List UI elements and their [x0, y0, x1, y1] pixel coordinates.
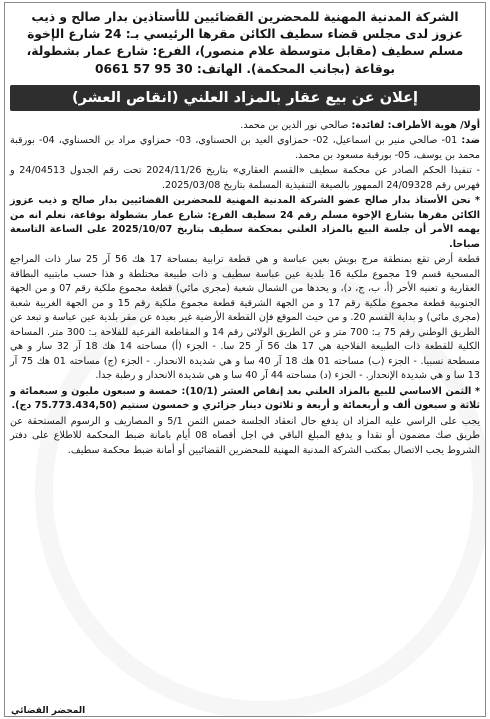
auction-notice-paragraph: * نحن الأستاذ بدار صالح عضو الشركة المدنية المهنية للمحضرين القضائيين بدار صالح و ذيب عزوز الكائن مقرها بشارع الإخوة مسلم رقم 24 سطيف الفرع: شارع عمار بشطولة بوقاعة، نعلم انه من يهمه الأمر أن جلسة البيع بالمزاد العلني بمحكمة سطيف بتاريخ 2025/10/07 على الساعة التاسعة صباحا.	[10, 195, 480, 250]
conditions-paragraph: يجب على الراسي عليه المزاد ان يدفع حال انعقاد الجلسة خمس الثمن 5/1 و المصاريف و الرسوم المستحقة عن طريق صك مضمون أو نقدا و يدفع المبلغ الباقي في اجل أقصاه 08 أيام بامانة ضبط المحكمة للاطلاع على دفتر الشروط يجب الاتصال بمكتب الشركة المدنية المهنية للمحضرين القضائيين أو أمانة ضبط محكمة سطيف.	[10, 415, 481, 456]
property-description-paragraph: قطعة أرض تقع بمنطقة مرج بويش بعين عباسة و هي قطعة ترابية بمساحة 17 هك 56 آر 25 سار ذات المراجع المسحية قسم 19 مجموع ملكية 16 بلدية عين عباسة سطيف و ذات طبيعة مختلطة و هذا حسب مابتبيه البطاقة العقارية و تعنيه الأحر (أ، ب، ج، د)، و يحدها من الشمال شعبة (مجرى مائي) قطعة مجموع ملكية رقم 07 و من الجهة الجنوبية قطعة مجموع ملكية رقم 17 و من الجهة الشرقية قطعة مجموع ملكية رقم 15 و من الجهة الغربية شعبة (مجرى مائي) و بداية القسم 20. و من حيث الموقع فإن القطعة الأرضية غير بعيدة عن مقر بلدية عين عباسة و تبعد عن الطريق الوطني رقم 75 بـ: 700 متر و عن الطريق الولائي رقم 14 و المقاطعة الفرعية للفلاحة بـ: 300 متر. المساحة الكلية للقطعة ذات الطبيعة الفلاحية هي 17 هك 56 آر 25 سا. - الجزء (أ) مساحته 14 هك 18 آر 32 سار و هي مسطحة نسبيا. - الجزء (ب) مساحته 01 هك 18 آر 40 سا و هي شديدة الانحدار. - الجزء (ج) مساحته 01 هك 75 آر 13 سا و هي شديدة الإنحدار. - الجزء (د) مساحته 44 آر 40 سا و هي شديدة الانحدار و رطبة جدا.	[10, 254, 481, 382]
header-line-4	[14, 61, 476, 78]
header-phone-label: بوقاعة (بجانب المحكمة). الهاتف:	[196, 61, 395, 76]
defendants-list: 01- صالحي منير بن اسماعيل، 02- حمزاوي العيد بن الحسناوي، 03- حمزاوي مراد بن الحسناوي، 04- بورقبة محمد بن يوسف، 05- بورقبة مسعود بن محمد.	[10, 135, 480, 161]
notice-page	[4, 2, 486, 717]
price-paragraph: * الثمن الاساسي للبيع بالمزاد العلني بعد إنقاص العشر (10/1): خمسة و سبعون مليون و سبعمائة و ثلاثة و سبعون ألف و أربعمائة و أربعة و ثلاثون دينار جزائري و خمسون سنتيم (75.773.434,50 دج).	[10, 385, 480, 412]
notice-body	[10, 119, 480, 459]
notice-footer	[11, 702, 479, 716]
notice-title: إعلان عن بيع عقار بالمزاد العلني (انقاص العشر)	[10, 85, 480, 111]
execution-paragraph: - تنفيذا الحكم الصادر عن محكمة سطيف «القسم العقاري» بتاريخ 2024/11/26 تحت رقم الجدول 24/04513 و فهرس رقم 24/09328 الممهور بالصيغة التنفيذية المسلمة بتاريخ 2025/03/08.	[10, 165, 481, 191]
header-line-3: مسلم سطيف (مقابل متوسطة علام منصور)، الفرع: شارع عمار بشطولة،	[26, 44, 464, 59]
company-header	[14, 9, 476, 78]
header-phone-number: 0661 57 95 30	[95, 61, 193, 76]
defendants-label: ضد:	[461, 135, 480, 147]
notice-content	[10, 9, 480, 710]
header-line-1: الشركة المدنية المهنية للمحضرين القضائيين للأستاذين بدار صالح و ذيب	[31, 10, 459, 24]
bailiff-signature: المحضر القضائي	[11, 706, 86, 716]
parties-paragraph	[10, 119, 480, 134]
header-line-2: عزوز لدى مجلس قضاء سطيف الكائن مقرها الرئيسي بـ: 24 شارع الإخوة	[27, 27, 463, 42]
parties-label: أولا/ هوية الأطراف: لفائدة:	[351, 119, 480, 131]
defendants-paragraph	[10, 134, 480, 163]
beneficiary-name: صالحي نور الدين بن محمد.	[240, 119, 349, 131]
